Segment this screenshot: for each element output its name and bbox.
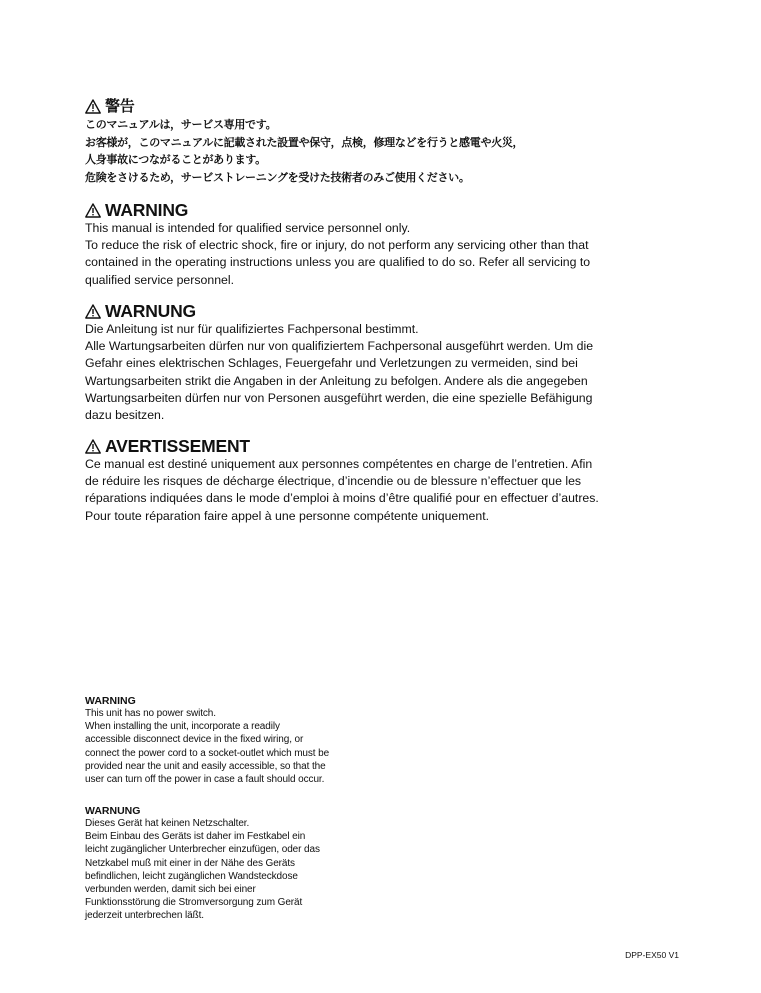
- warning-triangle-icon: [85, 99, 101, 114]
- body-line: de réduire les risques de décharge électrique, d’incendie ou de blessure n’effectuer que les: [85, 474, 582, 489]
- body-line: connect the power cord to a socket-outlet which must be: [85, 747, 330, 759]
- body-line: To reduce the risk of electric shock, fire or injury, do not perform any servicing other than that: [85, 238, 589, 253]
- power-warning-english: [85, 695, 385, 786]
- body-line: Ce manual est destiné uniquement aux personnes compétentes en charge de l’entretien. Afin: [85, 457, 593, 471]
- footer-model-code: DPP-EX50 V1: [625, 950, 679, 960]
- warning-heading-german: [85, 301, 625, 321]
- body-line: verbunden werden, damit sich bei einer: [85, 884, 256, 896]
- body-line: Netzkabel muß mit einer in der Nähe des Geräts: [85, 857, 295, 869]
- warning-triangle-icon: [85, 203, 101, 218]
- body-line: お客様が，このマニュアルに記載された設置や保守，点検，修理などを行うと感電や火災，: [85, 135, 524, 149]
- body-line: jederzeit unterbrechen läßt.: [85, 910, 204, 922]
- body-line: This manual is intended for qualified service personnel only.: [85, 221, 411, 235]
- body-line: Dieses Gerät hat keinen Netzschalter.: [85, 818, 250, 829]
- body-line: leicht zugänglicher Unterbrecher einzufügen, oder das: [85, 844, 320, 856]
- body-line: Gefahr eines elektrischen Schlages, Feuergefahr und Verletzungen zu vermeiden, sind bei: [85, 356, 578, 371]
- heading-text: WARNING: [105, 200, 189, 220]
- warning-heading-japanese: [85, 96, 625, 116]
- body-line: Wartungsarbeiten dürfen nur von Personen ausgeführt werden, die eine spezielle Befähigung: [85, 390, 593, 405]
- power-warning-german: [85, 805, 385, 923]
- body-line: Pour toute réparation faire appel à une personne compétente uniquement.: [85, 508, 490, 523]
- warning-triangle-icon: [85, 304, 101, 319]
- body-line: Alle Wartungsarbeiten dürfen nur von qualifiziertem Fachpersonal ausgeführt werden. Um die: [85, 339, 594, 354]
- body-line: contained in the operating instructions unless you are qualified to do so. Refer all servicing to: [85, 255, 591, 270]
- heading-text: 警告: [105, 97, 135, 115]
- warning-section-english: [85, 200, 625, 289]
- warning-triangle-icon: [85, 439, 101, 454]
- warning-heading-french: [85, 436, 625, 456]
- body-line: provided near the unit and easily accessible, so that the: [85, 760, 326, 772]
- warning-heading-english: [85, 200, 625, 220]
- power-warning-heading: WARNUNG: [85, 805, 141, 817]
- body-line: accessible disconnect device in the fixed wiring, or: [85, 734, 304, 746]
- body-line: user can turn off the power in case a fault should occur.: [85, 774, 325, 786]
- body-line: Funktionsstörung die Stromversorgung zum Gerät: [85, 897, 303, 909]
- body-line: This unit has no power switch.: [85, 708, 216, 719]
- body-line: befindlichen, leicht zugänglichen Wandsteckdose: [85, 870, 298, 882]
- body-line: qualified service personnel.: [85, 272, 235, 287]
- warning-section-japanese: [85, 96, 625, 186]
- body-line: このマニュアルは，サービス専用です。: [85, 118, 277, 131]
- heading-text: AVERTISSEMENT: [105, 436, 250, 456]
- body-line: Wartungsarbeiten strikt die Angaben in der Anleitung zu befolgen. Andere als die angegeben: [85, 373, 588, 388]
- body-line: When installing the unit, incorporate a readily: [85, 721, 280, 733]
- body-line: Die Anleitung ist nur für qualifiziertes Fachpersonal bestimmt.: [85, 322, 419, 336]
- warning-section-german: [85, 301, 625, 424]
- heading-text: WARNUNG: [105, 301, 196, 321]
- warning-section-french: [85, 436, 625, 525]
- body-line: Beim Einbau des Geräts ist daher im Festkabel ein: [85, 831, 306, 843]
- body-line: réparations indiquées dans le mode d’emploi à moins d’être qualifié pour en effectuer d’autres.: [85, 491, 599, 506]
- body-line: 人身事故につながることがあります。: [85, 153, 266, 166]
- body-line: dazu besitzen.: [85, 408, 165, 423]
- power-warning-heading: WARNING: [85, 695, 136, 707]
- body-line: 危険をさけるため，サービストレーニングを受けた技術者のみご使用ください。: [85, 170, 470, 184]
